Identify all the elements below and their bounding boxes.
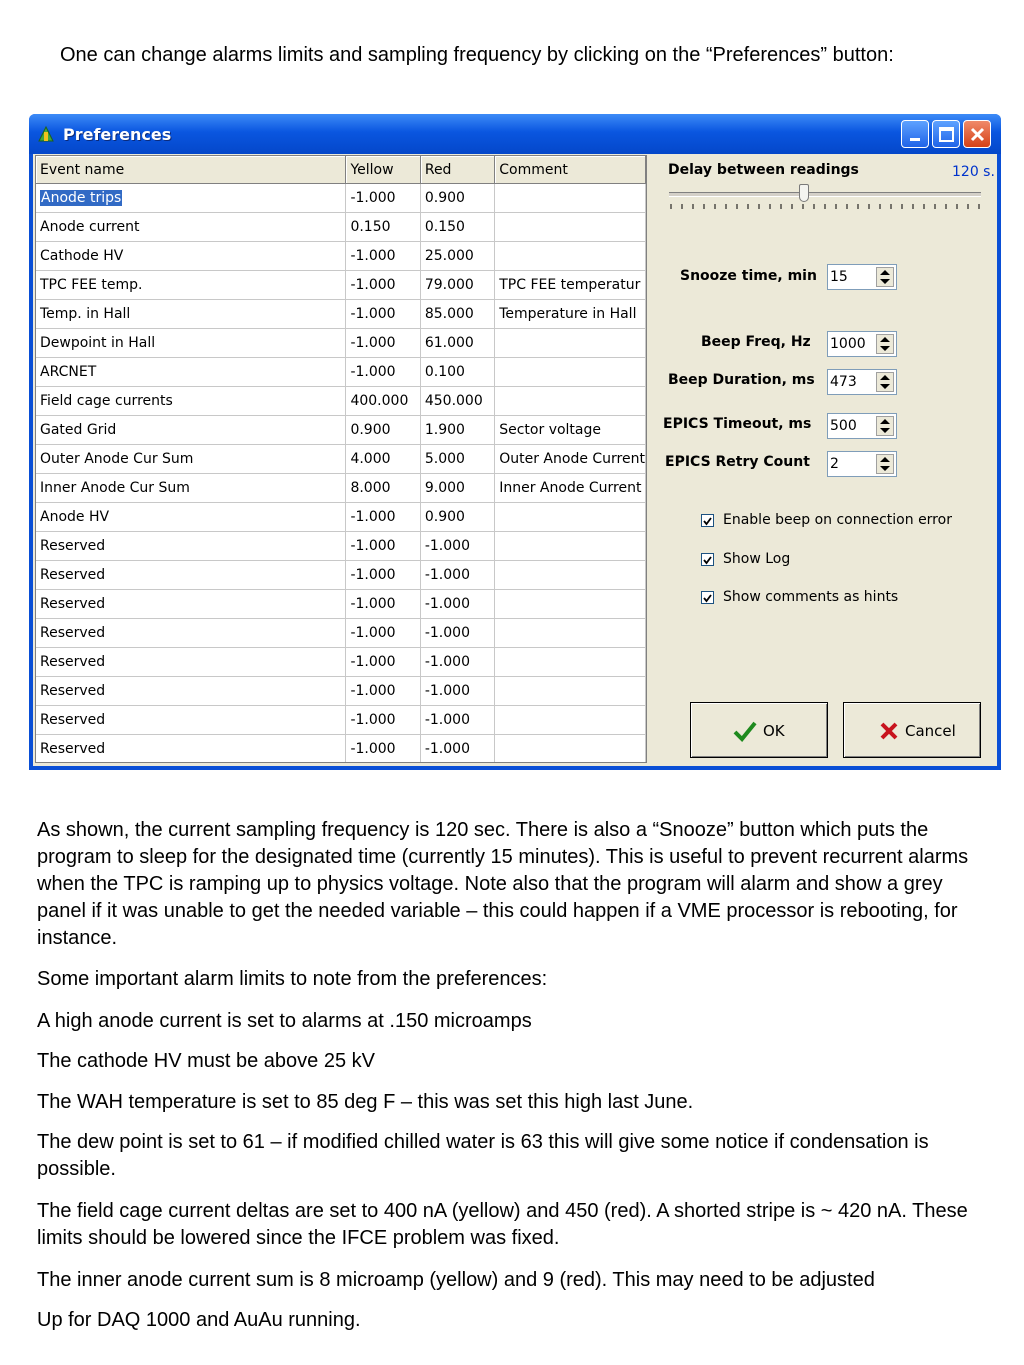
cell-comment[interactable]	[495, 242, 646, 271]
minimize-button[interactable]	[901, 120, 929, 148]
paragraph-anode: A high anode current is set to alarms at .150 microamps	[37, 1010, 532, 1032]
table-row[interactable]	[36, 213, 646, 242]
title-bar[interactable]	[29, 114, 1001, 154]
cell-comment[interactable]	[495, 590, 646, 619]
cell-yellow[interactable]: -1.000	[346, 735, 420, 764]
cell-event-name[interactable]: Cathode HV	[36, 242, 346, 271]
beep-freq-spinner[interactable]	[827, 331, 897, 357]
selected-cell-text: Anode trips	[41, 190, 122, 206]
cell-event-name[interactable]: Reserved	[36, 735, 346, 764]
cell-event-name[interactable]: Reserved	[36, 648, 346, 677]
cell-event-name[interactable]: Dewpoint in Hall	[36, 329, 346, 358]
cell-red[interactable]: -1.000	[420, 735, 494, 764]
cell-comment[interactable]: Temperature in Hall	[495, 300, 646, 329]
cell-event-name[interactable]: Reserved	[36, 706, 346, 735]
table-row[interactable]	[36, 358, 646, 387]
table-row[interactable]	[36, 242, 646, 271]
checkmark-icon[interactable]	[701, 553, 714, 566]
paragraph-sampling: As shown, the current sampling frequency is 120 sec. There is also a “Snooze” button which puts the program to sleep for the designated time (currently 15 minutes). This is useful to prevent recurrent alarms when the TPC is ramping up to physics voltage. Note also that the program will alarm and show a grey panel if it was unable to get the needed variable – this could happen if a VME processor is rebooting, for instance.	[37, 819, 969, 949]
table-row[interactable]	[36, 184, 646, 213]
table-row[interactable]	[36, 300, 646, 329]
preferences-window	[29, 114, 1001, 770]
cell-comment[interactable]	[495, 648, 646, 677]
epics-retry-label: EPICS Retry Count	[665, 454, 810, 470]
cell-event-name[interactable]: Reserved	[36, 677, 346, 706]
cell-yellow[interactable]: 8.000	[346, 474, 420, 503]
cell-red[interactable]: -1.000	[420, 706, 494, 735]
spin-arrows-icon[interactable]	[876, 454, 894, 474]
cell-comment[interactable]	[495, 619, 646, 648]
show-hints-label: Show comments as hints	[723, 589, 899, 605]
table-row[interactable]	[36, 677, 646, 706]
paragraph-daq: Up for DAQ 1000 and AuAu running.	[37, 1309, 361, 1331]
cell-event-name[interactable]: Gated Grid	[36, 416, 346, 445]
cell-red[interactable]: 61.000	[420, 329, 494, 358]
cell-red[interactable]: 0.900	[420, 503, 494, 532]
cell-event-name[interactable]: Field cage currents	[36, 387, 346, 416]
cell-comment[interactable]: TPC FEE temperatur	[495, 271, 646, 300]
checkmark-icon[interactable]	[701, 514, 714, 527]
cell-yellow[interactable]: 0.900	[346, 416, 420, 445]
spin-arrows-icon[interactable]	[876, 372, 894, 392]
maximize-button[interactable]	[932, 120, 960, 148]
cross-icon	[878, 720, 900, 746]
cell-yellow[interactable]: -1.000	[346, 677, 420, 706]
cell-yellow[interactable]: 400.000	[346, 387, 420, 416]
cell-comment[interactable]	[495, 706, 646, 735]
cell-yellow[interactable]: -1.000	[346, 329, 420, 358]
snooze-spinner[interactable]	[827, 264, 897, 290]
spin-arrows-icon[interactable]	[876, 416, 894, 436]
cell-red[interactable]: -1.000	[420, 532, 494, 561]
enable-beep-label: Enable beep on connection error	[723, 512, 952, 528]
show-log-label: Show Log	[723, 551, 791, 567]
beep-duration-label: Beep Duration, ms	[668, 372, 815, 388]
cell-comment[interactable]	[495, 532, 646, 561]
table-row[interactable]	[36, 735, 646, 764]
cell-red[interactable]: 450.000	[420, 387, 494, 416]
grid-header-row	[36, 156, 646, 184]
beep-freq-label: Beep Freq, Hz	[701, 334, 811, 350]
cell-event-name[interactable]: Inner Anode Cur Sum	[36, 474, 346, 503]
cell-comment[interactable]: Sector voltage	[495, 416, 646, 445]
window-client	[33, 154, 997, 766]
cell-comment[interactable]	[495, 213, 646, 242]
window-title: Preferences	[63, 125, 172, 144]
cell-comment[interactable]	[495, 735, 646, 764]
app-icon	[35, 123, 57, 145]
spin-arrows-icon[interactable]	[876, 267, 894, 287]
ok-button[interactable]	[690, 702, 828, 758]
cell-comment[interactable]	[495, 677, 646, 706]
cell-comment[interactable]: Outer Anode Current	[495, 445, 646, 474]
cell-comment[interactable]	[495, 329, 646, 358]
ok-label: OK	[763, 722, 785, 740]
cell-yellow[interactable]: -1.000	[346, 561, 420, 590]
cell-yellow[interactable]: -1.000	[346, 300, 420, 329]
table-row[interactable]	[36, 590, 646, 619]
cell-event-name[interactable]: Anode current	[36, 213, 346, 242]
beep-duration-input[interactable]	[830, 372, 870, 392]
col-header-yellow[interactable]: Yellow	[346, 156, 420, 184]
spin-arrows-icon[interactable]	[876, 334, 894, 354]
cell-event-name[interactable]: Temp. in Hall	[36, 300, 346, 329]
slider-thumb[interactable]	[799, 184, 809, 202]
paragraph-fieldcage: The field cage current deltas are set to 400 nA (yellow) and 450 (red). A shorted stripe is ~ 420 nA. These limits should be lowered since the IFCE problem was fixed.	[37, 1200, 968, 1249]
minimize-icon	[902, 121, 930, 149]
table-row[interactable]	[36, 416, 646, 445]
cell-red[interactable]: 79.000	[420, 271, 494, 300]
intro-text: One can change alarms limits and sampling frequency by clicking on the “Preferences” button:	[60, 44, 894, 66]
table-row[interactable]	[36, 271, 646, 300]
cell-yellow[interactable]: 0.150	[346, 213, 420, 242]
paragraph-cathode: The cathode HV must be above 25 kV	[37, 1050, 375, 1072]
table-row[interactable]	[36, 706, 646, 735]
col-header-event-name[interactable]: Event name	[36, 156, 346, 184]
cell-red[interactable]: 9.000	[420, 474, 494, 503]
cell-yellow[interactable]: -1.000	[346, 242, 420, 271]
cell-red[interactable]: 0.900	[420, 184, 494, 213]
table-row[interactable]	[36, 445, 646, 474]
enable-beep-checkbox[interactable]	[701, 513, 1001, 531]
cell-yellow[interactable]: -1.000	[346, 184, 420, 213]
cell-red[interactable]: -1.000	[420, 648, 494, 677]
cell-comment[interactable]	[495, 358, 646, 387]
close-icon	[964, 121, 992, 149]
cancel-button[interactable]	[843, 702, 981, 758]
table-row[interactable]	[36, 503, 646, 532]
maximize-icon	[933, 121, 961, 149]
table-row[interactable]	[36, 532, 646, 561]
cell-red[interactable]: 0.150	[420, 213, 494, 242]
beep-freq-input[interactable]	[830, 334, 870, 354]
cell-event-name[interactable]	[36, 184, 346, 213]
cell-red[interactable]: -1.000	[420, 677, 494, 706]
cell-yellow[interactable]: -1.000	[346, 532, 420, 561]
cell-event-name[interactable]: Reserved	[36, 590, 346, 619]
show-hints-checkbox[interactable]	[701, 590, 1001, 608]
cell-yellow[interactable]: -1.000	[346, 590, 420, 619]
paragraph-wah: The WAH temperature is set to 85 deg F – this was set this high last June.	[37, 1091, 694, 1113]
col-header-red[interactable]: Red	[420, 156, 494, 184]
cell-yellow[interactable]: -1.000	[346, 271, 420, 300]
beep-duration-spinner[interactable]	[827, 369, 897, 395]
checkmark-icon[interactable]	[701, 591, 714, 604]
epics-retry-input[interactable]	[830, 454, 870, 474]
show-log-checkbox[interactable]	[701, 552, 1001, 570]
table-row[interactable]	[36, 619, 646, 648]
cell-comment[interactable]	[495, 561, 646, 590]
cell-event-name[interactable]: Reserved	[36, 619, 346, 648]
delay-label: Delay between readings	[668, 162, 859, 178]
epics-timeout-spinner[interactable]	[827, 413, 897, 439]
cell-event-name[interactable]: Outer Anode Cur Sum	[36, 445, 346, 474]
cell-yellow[interactable]: -1.000	[346, 503, 420, 532]
settings-panel	[655, 154, 997, 766]
cell-yellow[interactable]: -1.000	[346, 648, 420, 677]
epics-timeout-input[interactable]	[830, 416, 870, 436]
cell-yellow[interactable]: -1.000	[346, 706, 420, 735]
cell-comment[interactable]	[495, 387, 646, 416]
cell-red[interactable]: 85.000	[420, 300, 494, 329]
cell-event-name[interactable]: Anode HV	[36, 503, 346, 532]
paragraph-inner-anode: The inner anode current sum is 8 microamp (yellow) and 9 (red). This may need to be adjusted	[37, 1269, 875, 1291]
cell-red[interactable]: 1.900	[420, 416, 494, 445]
cell-red[interactable]: -1.000	[420, 590, 494, 619]
snooze-input[interactable]	[830, 267, 870, 287]
cell-comment[interactable]	[495, 184, 646, 213]
epics-retry-spinner[interactable]	[827, 451, 897, 477]
paragraph-dewpoint: The dew point is set to 61 – if modified chilled water is 63 this will give some notice if condensation is possible.	[37, 1131, 929, 1180]
cell-yellow[interactable]: -1.000	[346, 358, 420, 387]
table-row[interactable]	[36, 329, 646, 358]
col-header-comment[interactable]: Comment	[495, 156, 646, 184]
paragraph-limits-intro: Some important alarm limits to note from the preferences:	[37, 968, 548, 990]
cell-red[interactable]: -1.000	[420, 561, 494, 590]
cell-yellow[interactable]: 4.000	[346, 445, 420, 474]
cell-red[interactable]: -1.000	[420, 619, 494, 648]
delay-slider[interactable]	[669, 184, 981, 214]
table-row[interactable]	[36, 561, 646, 590]
table-row[interactable]	[36, 387, 646, 416]
table-row[interactable]	[36, 648, 646, 677]
cell-event-name[interactable]: Reserved	[36, 532, 346, 561]
alarm-limits-grid[interactable]	[35, 155, 647, 763]
cell-yellow[interactable]: -1.000	[346, 619, 420, 648]
slider-ticks	[669, 204, 981, 214]
epics-timeout-label: EPICS Timeout, ms	[663, 416, 812, 432]
table-row[interactable]	[36, 474, 646, 503]
delay-value: 120 s.	[952, 164, 995, 180]
cancel-label: Cancel	[905, 722, 956, 740]
cell-comment[interactable]: Inner Anode Current	[495, 474, 646, 503]
cell-red[interactable]: 5.000	[420, 445, 494, 474]
close-button[interactable]	[963, 120, 991, 148]
cell-event-name[interactable]: Reserved	[36, 561, 346, 590]
check-icon	[733, 720, 757, 746]
cell-event-name[interactable]: ARCNET	[36, 358, 346, 387]
cell-red[interactable]: 25.000	[420, 242, 494, 271]
cell-comment[interactable]	[495, 503, 646, 532]
snooze-label: Snooze time, min	[680, 268, 817, 284]
cell-red[interactable]: 0.100	[420, 358, 494, 387]
cell-event-name[interactable]: TPC FEE temp.	[36, 271, 346, 300]
